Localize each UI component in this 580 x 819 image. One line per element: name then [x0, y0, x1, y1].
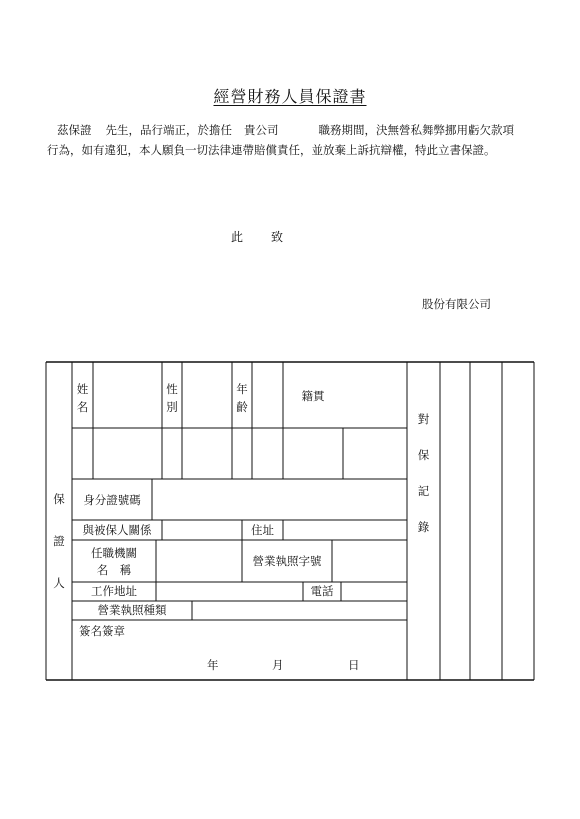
address-label: 住址: [251, 523, 274, 537]
text-company-ref: 貴公司: [244, 123, 279, 137]
license-number-label: 營業執照字號: [252, 554, 322, 568]
employer-name-label: 任職機關 名 稱: [91, 546, 137, 577]
text-duty: 職務期間，決無營私舞弊挪用虧欠款項: [318, 123, 514, 137]
phone-label: 電話: [310, 584, 334, 598]
text-gentleman: 先生，品行端正，於擔任: [105, 123, 232, 137]
guarantee-text-line-2: 行為，如有違犯，本人願負一切法律連帶賠償責任，並放棄上訴抗辯權，特此立書保證。: [47, 143, 496, 157]
company-name: 股份有限公司: [422, 297, 491, 311]
date-day-label: 日: [348, 658, 360, 672]
work-address-label: 工作地址: [91, 584, 137, 598]
check-record-label: 對 保 記 錄: [417, 412, 430, 534]
date-year-label: 年: [207, 658, 219, 672]
license-type-label: 營業執照種類: [97, 603, 167, 617]
guarantor-label: 保 證 人: [53, 492, 65, 590]
salutation-word-2: 致: [271, 230, 284, 244]
date-month-label: 月: [272, 658, 284, 672]
native-place-label: 籍貫: [301, 389, 325, 403]
text-guarantee: 茲保證: [57, 123, 92, 137]
relation-label: 與被保人關係: [82, 523, 152, 537]
salutation-word-1: 此: [231, 230, 244, 244]
id-number-label: 身分證號碼: [83, 493, 141, 507]
age-label: 年 齡: [236, 382, 248, 414]
document-title: 經營財務人員保證書: [213, 87, 367, 106]
name-label: 姓 名: [76, 382, 89, 414]
gender-label: 性 別: [166, 382, 178, 414]
signature-label: 簽名簽章: [79, 624, 125, 638]
